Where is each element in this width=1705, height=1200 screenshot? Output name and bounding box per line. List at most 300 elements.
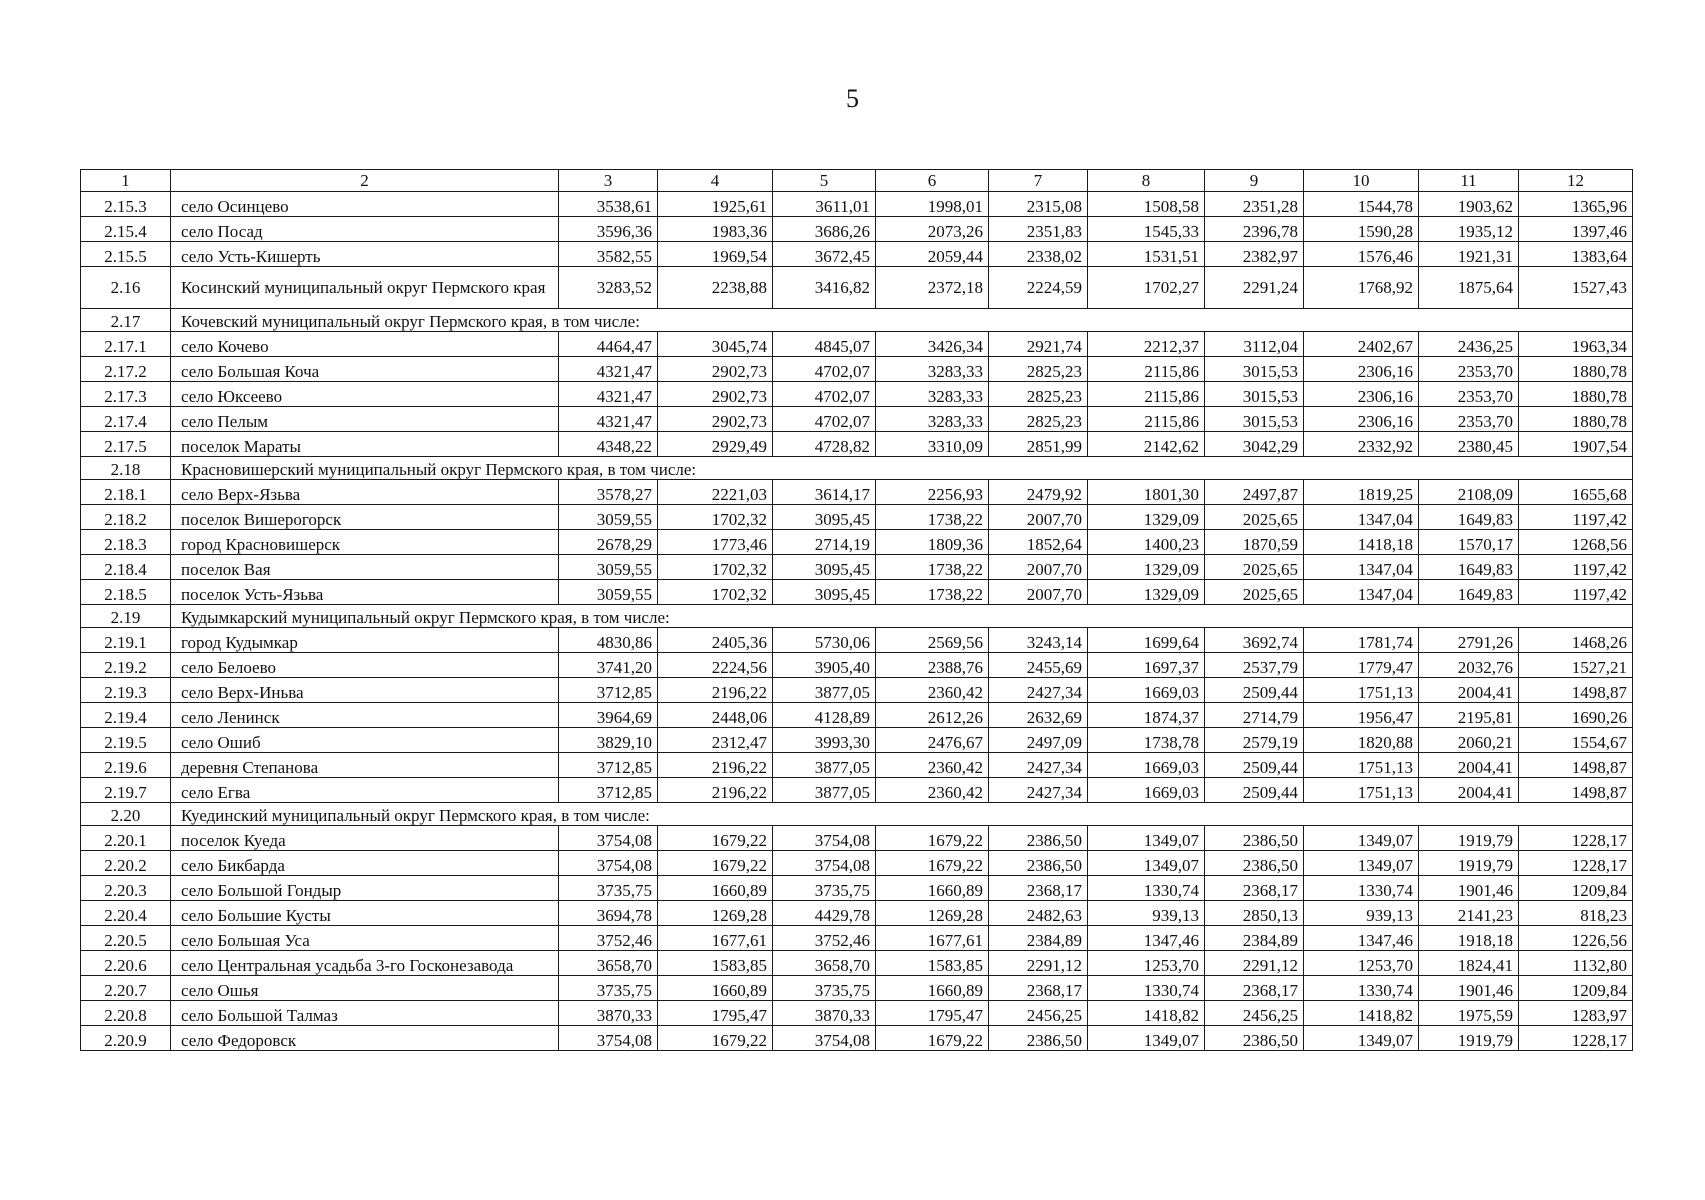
value-cell: 3870,33 [559,1001,658,1026]
value-cell: 1329,09 [1088,505,1205,530]
value-cell: 2825,23 [989,382,1088,407]
value-cell: 2368,17 [989,876,1088,901]
value-cell: 1679,22 [658,851,773,876]
table-row [81,332,1633,357]
value-cell: 2455,69 [989,653,1088,678]
value-cell: 1330,74 [1088,876,1205,901]
value-cell: 1383,64 [1519,242,1633,267]
value-cell: 1935,12 [1419,217,1519,242]
header-cell: 1 [81,170,171,192]
row-code: 2.19.7 [81,778,171,803]
value-cell: 2402,67 [1304,332,1419,357]
row-code: 2.20 [81,803,171,826]
value-cell: 3042,29 [1205,432,1304,457]
value-cell: 4348,22 [559,432,658,457]
value-cell: 1365,96 [1519,192,1633,217]
value-cell: 1649,83 [1419,505,1519,530]
value-cell: 3658,70 [559,951,658,976]
table-row [81,505,1633,530]
value-cell: 1531,51 [1088,242,1205,267]
value-cell: 1679,22 [876,1026,989,1051]
value-cell: 2004,41 [1419,778,1519,803]
row-name: село Бикбарда [171,851,559,876]
value-cell: 2850,13 [1205,901,1304,926]
value-cell: 2221,03 [658,480,773,505]
value-cell: 3712,85 [559,778,658,803]
section-title: Кочевский муниципальный округ Пермского края, в том числе: [171,309,1633,332]
table-row [81,432,1633,457]
value-cell: 3596,36 [559,217,658,242]
value-cell: 2384,89 [989,926,1088,951]
value-cell: 1875,64 [1419,267,1519,309]
row-code: 2.20.2 [81,851,171,876]
value-cell: 2351,83 [989,217,1088,242]
value-cell: 3059,55 [559,505,658,530]
table-row [81,267,1633,309]
row-name: село Ошиб [171,728,559,753]
table-row [81,901,1633,926]
value-cell: 2291,12 [1205,951,1304,976]
value-cell: 1738,22 [876,555,989,580]
value-cell: 2791,26 [1419,628,1519,653]
value-cell: 1330,74 [1304,976,1419,1001]
value-cell: 2436,25 [1419,332,1519,357]
header-cell: 6 [876,170,989,192]
value-cell: 1468,26 [1519,628,1633,653]
value-cell: 1418,82 [1088,1001,1205,1026]
row-name: село Большая Уса [171,926,559,951]
row-code: 2.15.3 [81,192,171,217]
section-title: Куединский муниципальный округ Пермского края, в том числе: [171,803,1633,826]
value-cell: 1209,84 [1519,976,1633,1001]
value-cell: 2353,70 [1419,407,1519,432]
value-cell: 2196,22 [658,753,773,778]
value-cell: 3877,05 [773,778,876,803]
value-cell: 5730,06 [773,628,876,653]
value-cell: 3611,01 [773,192,876,217]
row-code: 2.16 [81,267,171,309]
value-cell: 2569,56 [876,628,989,653]
value-cell: 2851,99 [989,432,1088,457]
value-cell: 3752,46 [773,926,876,951]
value-cell: 2482,63 [989,901,1088,926]
value-cell: 3741,20 [559,653,658,678]
row-code: 2.18.2 [81,505,171,530]
value-cell: 1268,56 [1519,530,1633,555]
section-title: Красновишерский муниципальный округ Пермского края, в том числе: [171,457,1633,480]
value-cell: 1669,03 [1088,778,1205,803]
value-cell: 1400,23 [1088,530,1205,555]
value-cell: 4321,47 [559,382,658,407]
value-cell: 1544,78 [1304,192,1419,217]
value-cell: 818,23 [1519,901,1633,926]
header-cell: 8 [1088,170,1205,192]
value-cell: 3829,10 [559,728,658,753]
row-name: село Егва [171,778,559,803]
section-row [81,457,1633,480]
value-cell: 2382,97 [1205,242,1304,267]
value-cell: 1751,13 [1304,753,1419,778]
value-cell: 3095,45 [773,505,876,530]
value-cell: 3735,75 [773,976,876,1001]
value-cell: 3283,33 [876,407,989,432]
value-cell: 2386,50 [1205,1026,1304,1051]
value-cell: 2386,50 [1205,851,1304,876]
value-cell: 3015,53 [1205,382,1304,407]
row-name: село Кочево [171,332,559,357]
value-cell: 2224,56 [658,653,773,678]
table-row [81,1026,1633,1051]
value-cell: 4702,07 [773,382,876,407]
value-cell: 2497,87 [1205,480,1304,505]
table-row [81,242,1633,267]
value-cell: 939,13 [1304,901,1419,926]
value-cell: 1576,46 [1304,242,1419,267]
value-cell: 2537,79 [1205,653,1304,678]
value-cell: 4429,78 [773,901,876,926]
row-name: село Центральная усадьба 3-го Госконезавода [171,951,559,976]
value-cell: 4845,07 [773,332,876,357]
header-cell: 9 [1205,170,1304,192]
value-cell: 3059,55 [559,555,658,580]
value-cell: 1209,84 [1519,876,1633,901]
value-cell: 2427,34 [989,753,1088,778]
section-title: Кудымкарский муниципальный округ Пермского края, в том числе: [171,605,1633,628]
value-cell: 1397,46 [1519,217,1633,242]
value-cell: 2448,06 [658,703,773,728]
value-cell: 3754,08 [559,826,658,851]
row-name: село Усть-Кишерть [171,242,559,267]
value-cell: 1269,28 [658,901,773,926]
value-cell: 2115,86 [1088,357,1205,382]
header-cell: 7 [989,170,1088,192]
table-row [81,753,1633,778]
row-name: поселок Усть-Язьва [171,580,559,605]
table-row [81,728,1633,753]
value-cell: 1349,07 [1088,826,1205,851]
row-code: 2.15.4 [81,217,171,242]
value-cell: 2360,42 [876,678,989,703]
value-cell: 3686,26 [773,217,876,242]
value-cell: 1903,62 [1419,192,1519,217]
value-cell: 3426,34 [876,332,989,357]
header-cell: 12 [1519,170,1633,192]
row-name: село Белоево [171,653,559,678]
value-cell: 1330,74 [1304,876,1419,901]
page-number: 5 [846,84,859,113]
value-cell: 1679,22 [658,826,773,851]
value-cell: 3712,85 [559,753,658,778]
value-cell: 1880,78 [1519,382,1633,407]
row-code: 2.19.2 [81,653,171,678]
value-cell: 1738,78 [1088,728,1205,753]
header-cell: 11 [1419,170,1519,192]
table-row [81,192,1633,217]
value-cell: 1819,25 [1304,480,1419,505]
value-cell: 1583,85 [876,951,989,976]
value-cell: 2678,29 [559,530,658,555]
value-cell: 3752,46 [559,926,658,951]
row-code: 2.15.5 [81,242,171,267]
row-code: 2.18.3 [81,530,171,555]
value-cell: 2007,70 [989,505,1088,530]
value-cell: 1702,32 [658,555,773,580]
value-cell: 1527,21 [1519,653,1633,678]
header-cell: 4 [658,170,773,192]
table-row [81,876,1633,901]
value-cell: 4728,82 [773,432,876,457]
row-code: 2.20.9 [81,1026,171,1051]
value-cell: 1197,42 [1519,580,1633,605]
value-cell: 1253,70 [1304,951,1419,976]
value-cell: 2256,93 [876,480,989,505]
row-name: село Большой Гондыр [171,876,559,901]
value-cell: 1781,74 [1304,628,1419,653]
row-code: 2.20.8 [81,1001,171,1026]
value-cell: 2007,70 [989,580,1088,605]
value-cell: 2632,69 [989,703,1088,728]
table-row [81,778,1633,803]
value-cell: 2108,09 [1419,480,1519,505]
value-cell: 2384,89 [1205,926,1304,951]
value-cell: 1669,03 [1088,678,1205,703]
value-cell: 4830,86 [559,628,658,653]
value-cell: 2386,50 [989,826,1088,851]
row-name: село Пелым [171,407,559,432]
row-code: 2.18.4 [81,555,171,580]
value-cell: 2368,17 [1205,976,1304,1001]
table-row [81,703,1633,728]
value-cell: 1197,42 [1519,555,1633,580]
value-cell: 2142,62 [1088,432,1205,457]
table-row [81,580,1633,605]
value-cell: 1901,46 [1419,876,1519,901]
value-cell: 2338,02 [989,242,1088,267]
value-cell: 1998,01 [876,192,989,217]
row-code: 2.17.1 [81,332,171,357]
header-cell: 3 [559,170,658,192]
value-cell: 1228,17 [1519,851,1633,876]
value-cell: 939,13 [1088,901,1205,926]
value-cell: 3310,09 [876,432,989,457]
value-cell: 1983,36 [658,217,773,242]
value-cell: 1919,79 [1419,851,1519,876]
value-cell: 2351,28 [1205,192,1304,217]
table-row [81,1001,1633,1026]
row-code: 2.19 [81,605,171,628]
value-cell: 2141,23 [1419,901,1519,926]
value-cell: 2306,16 [1304,357,1419,382]
value-cell: 2195,81 [1419,703,1519,728]
value-cell: 1880,78 [1519,407,1633,432]
row-code: 2.19.5 [81,728,171,753]
value-cell: 1660,89 [876,976,989,1001]
value-cell: 2509,44 [1205,678,1304,703]
value-cell: 1679,22 [876,826,989,851]
value-cell: 1660,89 [658,976,773,1001]
value-cell: 3877,05 [773,753,876,778]
row-code: 2.20.4 [81,901,171,926]
value-cell: 1269,28 [876,901,989,926]
value-cell: 3735,75 [773,876,876,901]
value-cell: 2902,73 [658,407,773,432]
section-row [81,803,1633,826]
value-cell: 2386,50 [1205,826,1304,851]
value-cell: 3754,08 [773,1026,876,1051]
value-cell: 2196,22 [658,778,773,803]
value-cell: 2212,37 [1088,332,1205,357]
value-cell: 3735,75 [559,976,658,1001]
row-code: 2.18.5 [81,580,171,605]
row-code: 2.17.3 [81,382,171,407]
section-row [81,605,1633,628]
value-cell: 2306,16 [1304,407,1419,432]
value-cell: 1975,59 [1419,1001,1519,1026]
value-cell: 1919,79 [1419,1026,1519,1051]
value-cell: 1649,83 [1419,555,1519,580]
value-cell: 2353,70 [1419,357,1519,382]
table-row [81,382,1633,407]
value-cell: 1349,07 [1088,851,1205,876]
value-cell: 3964,69 [559,703,658,728]
value-cell: 1347,04 [1304,505,1419,530]
value-cell: 2386,50 [989,1026,1088,1051]
row-name: село Федоровск [171,1026,559,1051]
value-cell: 4321,47 [559,357,658,382]
value-cell: 1498,87 [1519,778,1633,803]
value-cell: 4464,47 [559,332,658,357]
value-cell: 1956,47 [1304,703,1419,728]
value-cell: 2929,49 [658,432,773,457]
value-cell: 2476,67 [876,728,989,753]
value-cell: 1907,54 [1519,432,1633,457]
value-cell: 3694,78 [559,901,658,926]
value-cell: 2224,59 [989,267,1088,309]
value-cell: 2196,22 [658,678,773,703]
row-code: 2.17.5 [81,432,171,457]
value-cell: 1919,79 [1419,826,1519,851]
value-cell: 3754,08 [559,851,658,876]
value-cell: 1347,46 [1088,926,1205,951]
value-cell: 1921,31 [1419,242,1519,267]
value-cell: 1738,22 [876,580,989,605]
row-name: поселок Вишерогорск [171,505,559,530]
value-cell: 3283,33 [876,357,989,382]
value-cell: 2004,41 [1419,678,1519,703]
value-cell: 1880,78 [1519,357,1633,382]
value-cell: 2115,86 [1088,407,1205,432]
value-cell: 2059,44 [876,242,989,267]
value-cell: 2612,26 [876,703,989,728]
value-cell: 4321,47 [559,407,658,432]
value-cell: 2456,25 [1205,1001,1304,1026]
value-cell: 1418,82 [1304,1001,1419,1026]
value-cell: 1498,87 [1519,678,1633,703]
table-row [81,826,1633,851]
value-cell: 1583,85 [658,951,773,976]
row-name: село Верх-Язьва [171,480,559,505]
value-cell: 3870,33 [773,1001,876,1026]
value-cell: 1809,36 [876,530,989,555]
value-cell: 1779,47 [1304,653,1419,678]
header-cell: 5 [773,170,876,192]
value-cell: 1228,17 [1519,1026,1633,1051]
row-name: город Кудымкар [171,628,559,653]
value-cell: 1699,64 [1088,628,1205,653]
value-cell: 3095,45 [773,555,876,580]
row-code: 2.19.3 [81,678,171,703]
value-cell: 2312,47 [658,728,773,753]
value-cell: 2714,19 [773,530,876,555]
value-cell: 2115,86 [1088,382,1205,407]
value-cell: 2396,78 [1205,217,1304,242]
value-cell: 1329,09 [1088,580,1205,605]
value-cell: 3095,45 [773,580,876,605]
table-row [81,357,1633,382]
table-row [81,480,1633,505]
value-cell: 2388,76 [876,653,989,678]
value-cell: 1349,07 [1304,826,1419,851]
value-cell: 2007,70 [989,555,1088,580]
value-cell: 3578,27 [559,480,658,505]
value-cell: 1349,07 [1088,1026,1205,1051]
value-cell: 1498,87 [1519,753,1633,778]
table-body [81,170,1633,1051]
table-row [81,951,1633,976]
value-cell: 2004,41 [1419,753,1519,778]
value-cell: 1570,17 [1419,530,1519,555]
value-cell: 3059,55 [559,580,658,605]
row-name: поселок Мараты [171,432,559,457]
value-cell: 2427,34 [989,778,1088,803]
value-cell: 2405,36 [658,628,773,653]
row-name: деревня Степанова [171,753,559,778]
row-code: 2.19.1 [81,628,171,653]
section-row [81,309,1633,332]
row-name: поселок Куеда [171,826,559,851]
row-code: 2.20.3 [81,876,171,901]
value-cell: 2238,88 [658,267,773,309]
value-cell: 2579,19 [1205,728,1304,753]
value-cell: 2921,74 [989,332,1088,357]
value-cell: 1347,04 [1304,555,1419,580]
value-cell: 3672,45 [773,242,876,267]
value-cell: 2032,76 [1419,653,1519,678]
value-cell: 1925,61 [658,192,773,217]
value-cell: 2372,18 [876,267,989,309]
value-cell: 2479,92 [989,480,1088,505]
value-cell: 1874,37 [1088,703,1205,728]
value-cell: 3283,52 [559,267,658,309]
value-cell: 2025,65 [1205,555,1304,580]
value-cell: 1347,46 [1304,926,1419,951]
value-cell: 3614,17 [773,480,876,505]
value-cell: 1508,58 [1088,192,1205,217]
row-code: 2.18.1 [81,480,171,505]
value-cell: 2902,73 [658,382,773,407]
row-name: село Ошья [171,976,559,1001]
value-cell: 4702,07 [773,407,876,432]
header-cell: 10 [1304,170,1419,192]
value-cell: 2360,42 [876,778,989,803]
value-cell: 1677,61 [876,926,989,951]
value-cell: 1253,70 [1088,951,1205,976]
value-cell: 2380,45 [1419,432,1519,457]
value-cell: 2360,42 [876,753,989,778]
value-cell: 3735,75 [559,876,658,901]
value-cell: 1545,33 [1088,217,1205,242]
value-cell: 1702,32 [658,580,773,605]
